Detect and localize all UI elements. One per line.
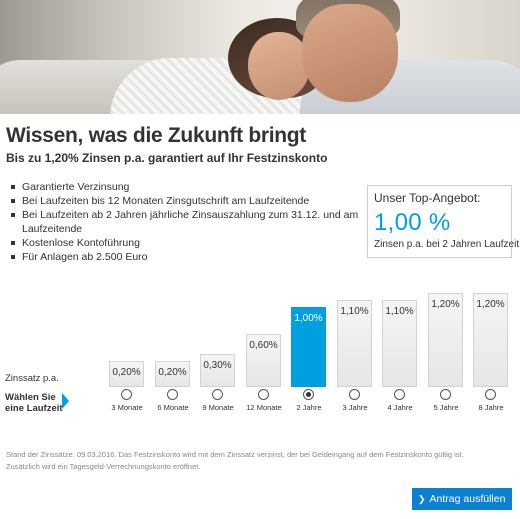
rate-bar-0[interactable]: 0,20% xyxy=(109,361,144,387)
feature-item: Bei Laufzeiten bis 12 Monaten Zinsgutschrift am Laufzeitende xyxy=(10,194,360,208)
top-offer-value: 1,00 % xyxy=(374,209,451,236)
choose-term-line2: eine Laufzeit xyxy=(5,403,63,414)
choose-term-line1: Wählen Sie xyxy=(5,392,56,403)
top-offer-subtext: Zinsen p.a. bei 2 Jahren Laufzeit xyxy=(374,239,520,250)
term-label-7: 5 Jahre xyxy=(433,403,459,412)
term-radio-4[interactable] xyxy=(303,389,314,400)
term-radio-7[interactable] xyxy=(440,389,451,400)
page-title: Wissen, was die Zukunft bringt xyxy=(6,124,307,147)
feature-item: Bei Laufzeiten ab 2 Jahren jährliche Zinsauszahlung zum 31.12. und am Laufzeitende xyxy=(10,208,360,236)
footnote-line1: Stand der Zinssätze: 09.03.2016. Das Festzinskonto wird mit dem Zinssatz verzinst, der bei Geldeingang auf dem Festzinskonto gültig ist. xyxy=(6,450,464,459)
page-subtitle: Bis zu 1,20% Zinsen p.a. garantiert auf Ihr Festzinskonto xyxy=(6,151,328,165)
rate-bar-8[interactable]: 1,20% xyxy=(473,293,508,387)
rate-bar-4[interactable]: 1,00% xyxy=(291,307,326,387)
term-radio-1[interactable] xyxy=(167,389,178,400)
term-radio-8[interactable] xyxy=(485,389,496,400)
chevron-right-icon: ❯ xyxy=(418,494,426,504)
rate-bar-1[interactable]: 0,20% xyxy=(155,361,190,387)
apply-button-label: Antrag ausfüllen xyxy=(429,493,506,505)
term-label-3: 12 Monate xyxy=(246,403,282,412)
feature-item: Kostenlose Kontoführung xyxy=(10,236,360,250)
term-radio-6[interactable] xyxy=(394,389,405,400)
rate-bar-6[interactable]: 1,10% xyxy=(382,300,417,387)
rate-bar-7[interactable]: 1,20% xyxy=(428,293,463,387)
term-label-4: 2 Jahre xyxy=(296,403,322,412)
term-radio-3[interactable] xyxy=(258,389,269,400)
term-radio-5[interactable] xyxy=(349,389,360,400)
term-label-2: 9 Monate xyxy=(202,403,234,412)
rate-bar-2[interactable]: 0,30% xyxy=(200,354,235,387)
term-label-1: 6 Monate xyxy=(157,403,189,412)
feature-item: Garantierte Verzinsung xyxy=(10,180,360,194)
feature-item: Für Anlagen ab 2.500 Euro xyxy=(10,250,360,264)
term-label-6: 4 Jahre xyxy=(387,403,413,412)
apply-button[interactable] xyxy=(412,488,512,510)
term-label-8: 8 Jahre xyxy=(478,403,504,412)
term-radio-2[interactable] xyxy=(212,389,223,400)
term-radio-0[interactable] xyxy=(121,389,132,400)
term-label-5: 3 Jahre xyxy=(342,403,368,412)
term-label-0: 3 Monate xyxy=(111,403,143,412)
footnote xyxy=(6,449,511,473)
rate-bar-3[interactable]: 0,60% xyxy=(246,334,281,387)
rate-row-label: Zinssatz p.a. xyxy=(5,373,59,384)
top-offer-label: Unser Top-Angebot: xyxy=(374,191,481,205)
footnote-line2: Zusätzlich wird ein Tagesgeld-Verrechnungskonto eröffnet. xyxy=(6,462,201,471)
rate-bar-5[interactable]: 1,10% xyxy=(337,300,372,387)
